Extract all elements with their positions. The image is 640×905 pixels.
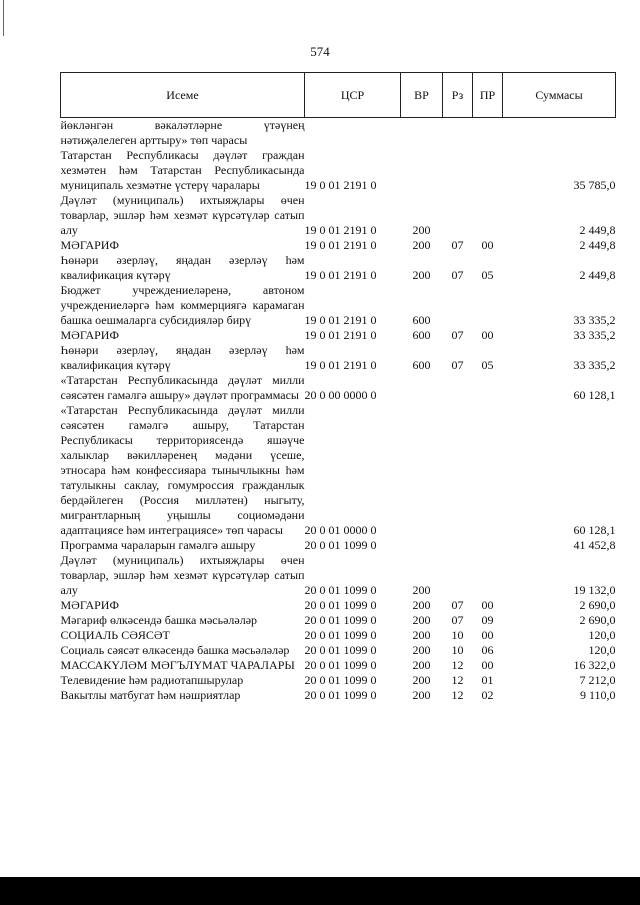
table-body [61,118,616,704]
cell-rz [443,283,473,328]
cell-sum: 120,0 [588,628,616,642]
column-header-sum: Суммасы [503,73,616,118]
table-row [61,628,616,643]
cell-csr: 20 0 01 1099 0 [304,538,377,552]
cell-sum: 19 132,0 [573,583,616,597]
cell-csr: 20 0 01 1099 0 [304,688,377,702]
table-row [61,238,616,253]
column-header-rz: Рз [443,73,473,118]
cell-rz [443,193,473,238]
table-row [61,613,616,628]
cell-name: Социаль сәясәт өлкәсендә башка мәсьәләләр [60,643,290,657]
cell-rz [443,538,473,553]
cell-csr: 19 0 01 2191 0 [304,223,377,237]
cell-pr: 06 [481,643,494,657]
cell-rz [443,118,473,149]
cell-vr: 200 [412,268,431,282]
table-row [61,598,616,613]
cell-sum: 9 110,0 [579,688,616,702]
cell-vr: 200 [412,598,431,612]
cell-rz: 10 [451,643,464,657]
cell-vr [401,373,443,403]
cell-csr: 20 0 01 1099 0 [304,613,377,627]
cell-name: Һөнәри әзерләү, яңадан әзерләү һәм квалификация күтәрү [60,253,305,282]
cell-pr: 00 [481,238,494,252]
cell-name: Һөнәри әзерләү, яңадан әзерләү һәм квалификация күтәрү [60,343,305,372]
cell-name: МӘГАРИФ [60,328,119,342]
cell-sum: 41 452,8 [573,538,616,552]
cell-vr: 200 [412,613,431,627]
table-row [61,658,616,673]
cell-vr: 600 [412,358,431,372]
cell-name: «Татарстан Республикасында дәүләт милли сәясәтен гамәлгә ашыру» дәүләт программасы [60,373,305,402]
table-row [61,283,616,328]
cell-sum: 16 322,0 [573,658,616,672]
column-header-pr: ПР [473,73,503,118]
cell-csr: 20 0 01 1099 0 [304,673,377,687]
cell-pr [473,553,503,598]
table-row [61,643,616,658]
cell-rz: 10 [451,628,464,642]
cell-name: «Татарстан Республикасында дәүләт милли сәясәтен гамәлгә ашыру, Татарстан Республикасы территориясендә яшәүче халыклар вәкилләренең мәдәни үсеше, этносара һәм конфессияара тынычлыкны һәм татулыкны саклау, гомумроссия гражданлык бердәйлеген (Россия милләтен) ныгыту, мигрантларның уңышлы социомәдәни адаптациясе һәм интеграциясе» төп чарасы [60,403,305,537]
cell-vr: 200 [412,583,431,597]
table-row [61,538,616,553]
cell-pr [473,283,503,328]
table-row [61,403,616,538]
cell-rz: 07 [451,613,464,627]
cell-pr: 00 [481,328,494,342]
cell-sum: 7 212,0 [579,673,616,687]
cell-name: Вакытлы матбугат һәм нәшриятлар [60,688,241,702]
cell-rz: 12 [451,673,464,687]
cell-vr [401,538,443,553]
column-header-csr: ЦСР [305,73,401,118]
cell-vr: 200 [412,658,431,672]
cell-sum: 2 449,8 [579,238,616,252]
table-row [61,148,616,193]
table-row [61,193,616,238]
column-header-name: Исеме [61,73,305,118]
cell-name: Татарстан Республикасы дәүләт граждан хезмәтен һәм Татарстан Республикасында муниципаль хезмәтне үстерү чаралары [60,148,305,192]
cell-pr: 09 [481,613,494,627]
cell-pr [473,193,503,238]
cell-csr: 19 0 01 2191 0 [304,268,377,282]
cell-rz: 07 [451,328,464,342]
table-row [61,553,616,598]
cell-csr [305,118,401,149]
cell-sum: 33 335,2 [573,358,616,372]
cell-rz: 12 [451,688,464,702]
cell-vr: 200 [412,628,431,642]
cell-vr: 600 [412,313,431,327]
table-row [61,253,616,283]
cell-csr: 20 0 01 1099 0 [304,628,377,642]
cell-csr: 20 0 01 1099 0 [304,643,377,657]
cell-pr: 00 [481,598,494,612]
cell-name: Дәүләт (муниципаль) ихтыяҗлары өчен товарлар, эшләр һәм хезмәт күрсәтүләр сатып алу [60,553,305,597]
table-row [61,673,616,688]
cell-csr: 19 0 01 2191 0 [304,313,377,327]
cell-csr: 19 0 01 2191 0 [304,178,377,192]
cell-sum: 2 690,0 [579,613,616,627]
cell-vr: 200 [412,223,431,237]
cell-name: Телевидение һәм радиотапшырулар [60,673,244,687]
cell-pr [473,538,503,553]
table-row [61,328,616,343]
cell-rz: 07 [451,358,464,372]
cell-rz [443,403,473,538]
cell-csr: 20 0 01 1099 0 [304,658,377,672]
cell-vr: 200 [412,643,431,657]
cell-vr [401,403,443,538]
cell-sum: 2 690,0 [579,598,616,612]
table-row [61,373,616,403]
cell-vr: 200 [412,688,431,702]
cell-name: МӘГАРИФ [60,598,119,612]
cell-vr: 200 [412,238,431,252]
page-number: 574 [310,44,330,59]
cell-sum: 33 335,2 [573,328,616,342]
cell-pr: 01 [481,673,494,687]
table-row [61,118,616,149]
cell-name: СОЦИАЛЬ СӘЯСӘТ [60,628,170,642]
cell-pr: 00 [481,628,494,642]
cell-pr: 00 [481,658,494,672]
cell-sum: 33 335,2 [573,313,616,327]
cell-sum: 60 128,1 [573,388,616,402]
cell-sum: 120,0 [588,643,616,657]
cell-rz: 07 [451,268,464,282]
table-row [61,343,616,373]
table-header-row [61,73,616,118]
cell-rz [443,553,473,598]
cell-csr: 20 0 01 0000 0 [304,523,377,537]
cell-sum: 2 449,8 [579,268,616,282]
cell-csr: 20 0 01 1099 0 [304,598,377,612]
cell-vr [401,118,443,149]
cell-sum: 2 449,8 [579,223,616,237]
cell-rz: 07 [451,238,464,252]
cell-name: МӘГАРИФ [60,238,119,252]
cell-pr [473,403,503,538]
cell-sum: 35 785,0 [573,178,616,192]
cell-rz [443,373,473,403]
cell-rz: 07 [451,598,464,612]
cell-csr: 19 0 01 2191 0 [304,238,377,252]
cell-name: Мәгариф өлкәсендә башка мәсьәләләр [60,613,258,627]
scan-edge-line [3,0,4,36]
cell-sum [503,118,616,149]
cell-name: Дәүләт (муниципаль) ихтыяҗлары өчен товарлар, эшләр һәм хезмәт күрсәтүләр сатып алу [60,193,305,237]
cell-sum: 60 128,1 [573,523,616,537]
cell-pr [473,373,503,403]
table-row [61,688,616,703]
scan-bottom-bar [0,877,640,905]
cell-pr: 05 [481,358,494,372]
cell-csr: 19 0 01 2191 0 [304,358,377,372]
cell-pr [473,118,503,149]
cell-vr: 600 [412,328,431,342]
cell-name: Программа чараларын гамәлгә ашыру [60,538,256,552]
cell-rz [443,148,473,193]
budget-table [60,72,616,703]
cell-pr: 05 [481,268,494,282]
cell-rz: 12 [451,658,464,672]
cell-csr: 19 0 01 2191 0 [304,328,377,342]
cell-name: Бюджет учреждениеләренә, автоном учреждениеләргә һәм коммерциягә карамаган башка оешмаларга субсидияләр бирү [60,283,305,327]
cell-vr: 200 [412,673,431,687]
cell-vr [401,148,443,193]
cell-name: йөкләнгән вәкаләтләрне үтәүнең нәтиҗәлелеген арттыру» төп чарасы [60,118,305,147]
cell-pr: 02 [481,688,494,702]
cell-pr [473,148,503,193]
cell-csr: 20 0 00 0000 0 [304,388,377,402]
cell-name: МАССАКҮЛӘМ МӘГЪЛҮМАТ ЧАРАЛАРЫ [60,658,295,672]
cell-csr: 20 0 01 1099 0 [304,583,377,597]
column-header-vr: ВР [401,73,443,118]
